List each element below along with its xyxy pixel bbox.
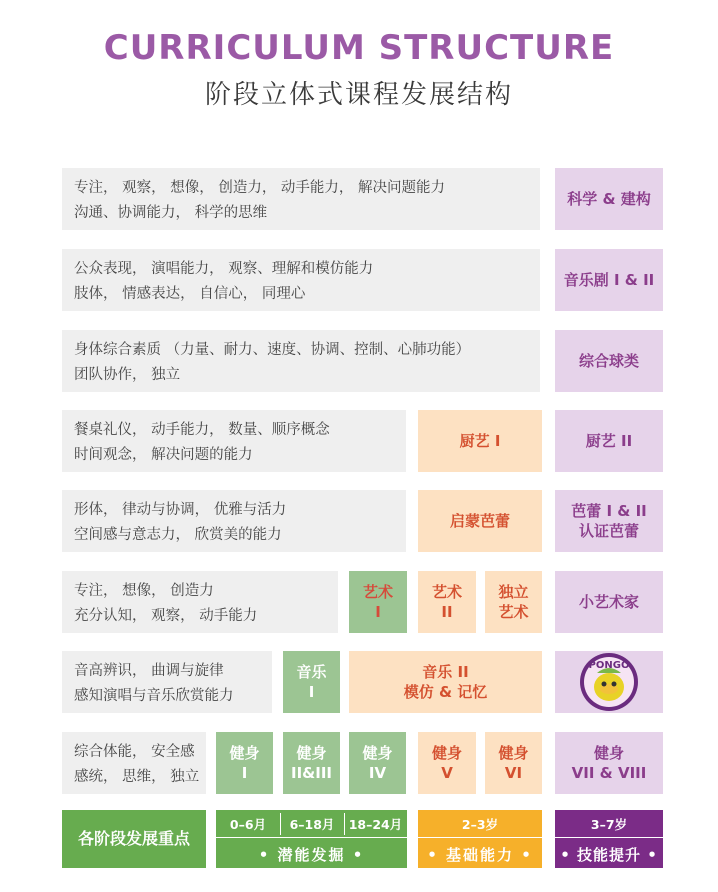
footer-stage-skills — [555, 810, 663, 868]
row8-description — [62, 732, 206, 794]
fitness-4-course: 健身 IV — [349, 732, 406, 794]
footer-rule — [418, 837, 542, 838]
fitness-2-3-course: 健身 II&III — [283, 732, 340, 794]
row1-line1: 专注， 观察， 想像， 创造力， 动手能力， 解决问题能力 — [74, 180, 446, 196]
row4-line1: 餐桌礼仪， 动手能力， 数量、顺序概念 — [74, 422, 330, 438]
cooking-2-course: 厨艺 II — [555, 410, 663, 472]
science-course: 科学 & 建构 — [555, 168, 663, 230]
fitness-5-course: 健身 V — [418, 732, 476, 794]
age-18-24m: 18–24月 — [348, 817, 403, 832]
age-6-18m: 6–18月 — [289, 817, 335, 832]
ballet-certified-course: 芭蕾 I & II 认证芭蕾 — [555, 490, 663, 552]
row1-line2: 沟通、协调能力， 科学的思维 — [74, 205, 268, 221]
stage-skills: • 技能提升 • — [560, 846, 658, 864]
age-2-3y: 2–3岁 — [461, 817, 499, 832]
art-1-course: 艺术 I — [349, 571, 407, 633]
footer-rule — [216, 837, 407, 838]
row5-description — [62, 490, 406, 552]
row6-description — [62, 571, 338, 633]
row5-line2: 空间感与意志力， 欣赏美的能力 — [74, 527, 282, 543]
row2-line2: 肢体， 情感表达， 自信心， 同理心 — [74, 286, 306, 302]
cooking-1-course: 厨艺 I — [418, 410, 542, 472]
row2-line1: 公众表现， 演唱能力， 观察、理解和模仿能力 — [74, 261, 374, 277]
music-2-course: 音乐 II 模仿 & 记忆 — [349, 651, 542, 713]
fitness-7-8-course: 健身 VII & VIII — [555, 732, 663, 794]
independent-art-course: 独立 艺术 — [485, 571, 542, 633]
row8-line2: 感统， 思维， 独立 — [74, 769, 200, 785]
art-2-course: 艺术 II — [418, 571, 476, 633]
footer-label: 各阶段发展重点 — [62, 810, 206, 868]
row5-line1: 形体， 律动与协调， 优雅与活力 — [74, 502, 287, 518]
row4-description — [62, 410, 406, 472]
row1-description — [62, 168, 540, 230]
row7-description — [62, 651, 272, 713]
footer-stage-potential — [216, 810, 407, 868]
ball-course: 综合球类 — [555, 330, 663, 392]
row6-line1: 专注， 想像， 创造力 — [74, 583, 214, 599]
row7-line1: 音高辨识， 曲调与旋律 — [74, 663, 224, 679]
stage-foundation: • 基础能力 • — [427, 846, 533, 864]
age-3-7y: 3–7岁 — [590, 817, 628, 832]
fitness-1-course: 健身 I — [216, 732, 273, 794]
pongo-logo-cell — [555, 651, 663, 713]
age-0-6m: 0–6月 — [229, 817, 267, 832]
footer-divider — [344, 813, 345, 835]
row2-description — [62, 249, 540, 311]
footer-divider — [280, 813, 281, 835]
row6-line2: 充分认知， 观察， 动手能力 — [74, 608, 258, 624]
ballet-intro-course: 启蒙芭蕾 — [418, 490, 542, 552]
row3-line2: 团队协作， 独立 — [74, 367, 181, 383]
row8-line1: 综合体能， 安全感 — [74, 744, 195, 760]
music-1-course: 音乐 I — [283, 651, 340, 713]
row4-line2: 时间观念， 解决问题的能力 — [74, 447, 253, 463]
stage-potential: • 潜能发掘 • — [258, 846, 365, 864]
pongo-logo-text: PONGO — [588, 660, 630, 671]
row3-line1: 身体综合素质 （力量、耐力、速度、协调、控制、心肺功能） — [74, 342, 471, 358]
row3-description — [62, 330, 540, 392]
row7-line2: 感知演唱与音乐欣赏能力 — [74, 688, 234, 704]
fitness-6-course: 健身 VI — [485, 732, 542, 794]
little-artist-course: 小艺术家 — [555, 571, 663, 633]
title-chinese: 阶段立体式课程发展结构 — [204, 80, 513, 110]
footer-stage-foundation — [418, 810, 542, 868]
footer-rule — [555, 837, 663, 838]
musical-course: 音乐剧 I & II — [555, 249, 663, 311]
title-english: CURRICULUM STRUCTURE — [103, 28, 615, 68]
